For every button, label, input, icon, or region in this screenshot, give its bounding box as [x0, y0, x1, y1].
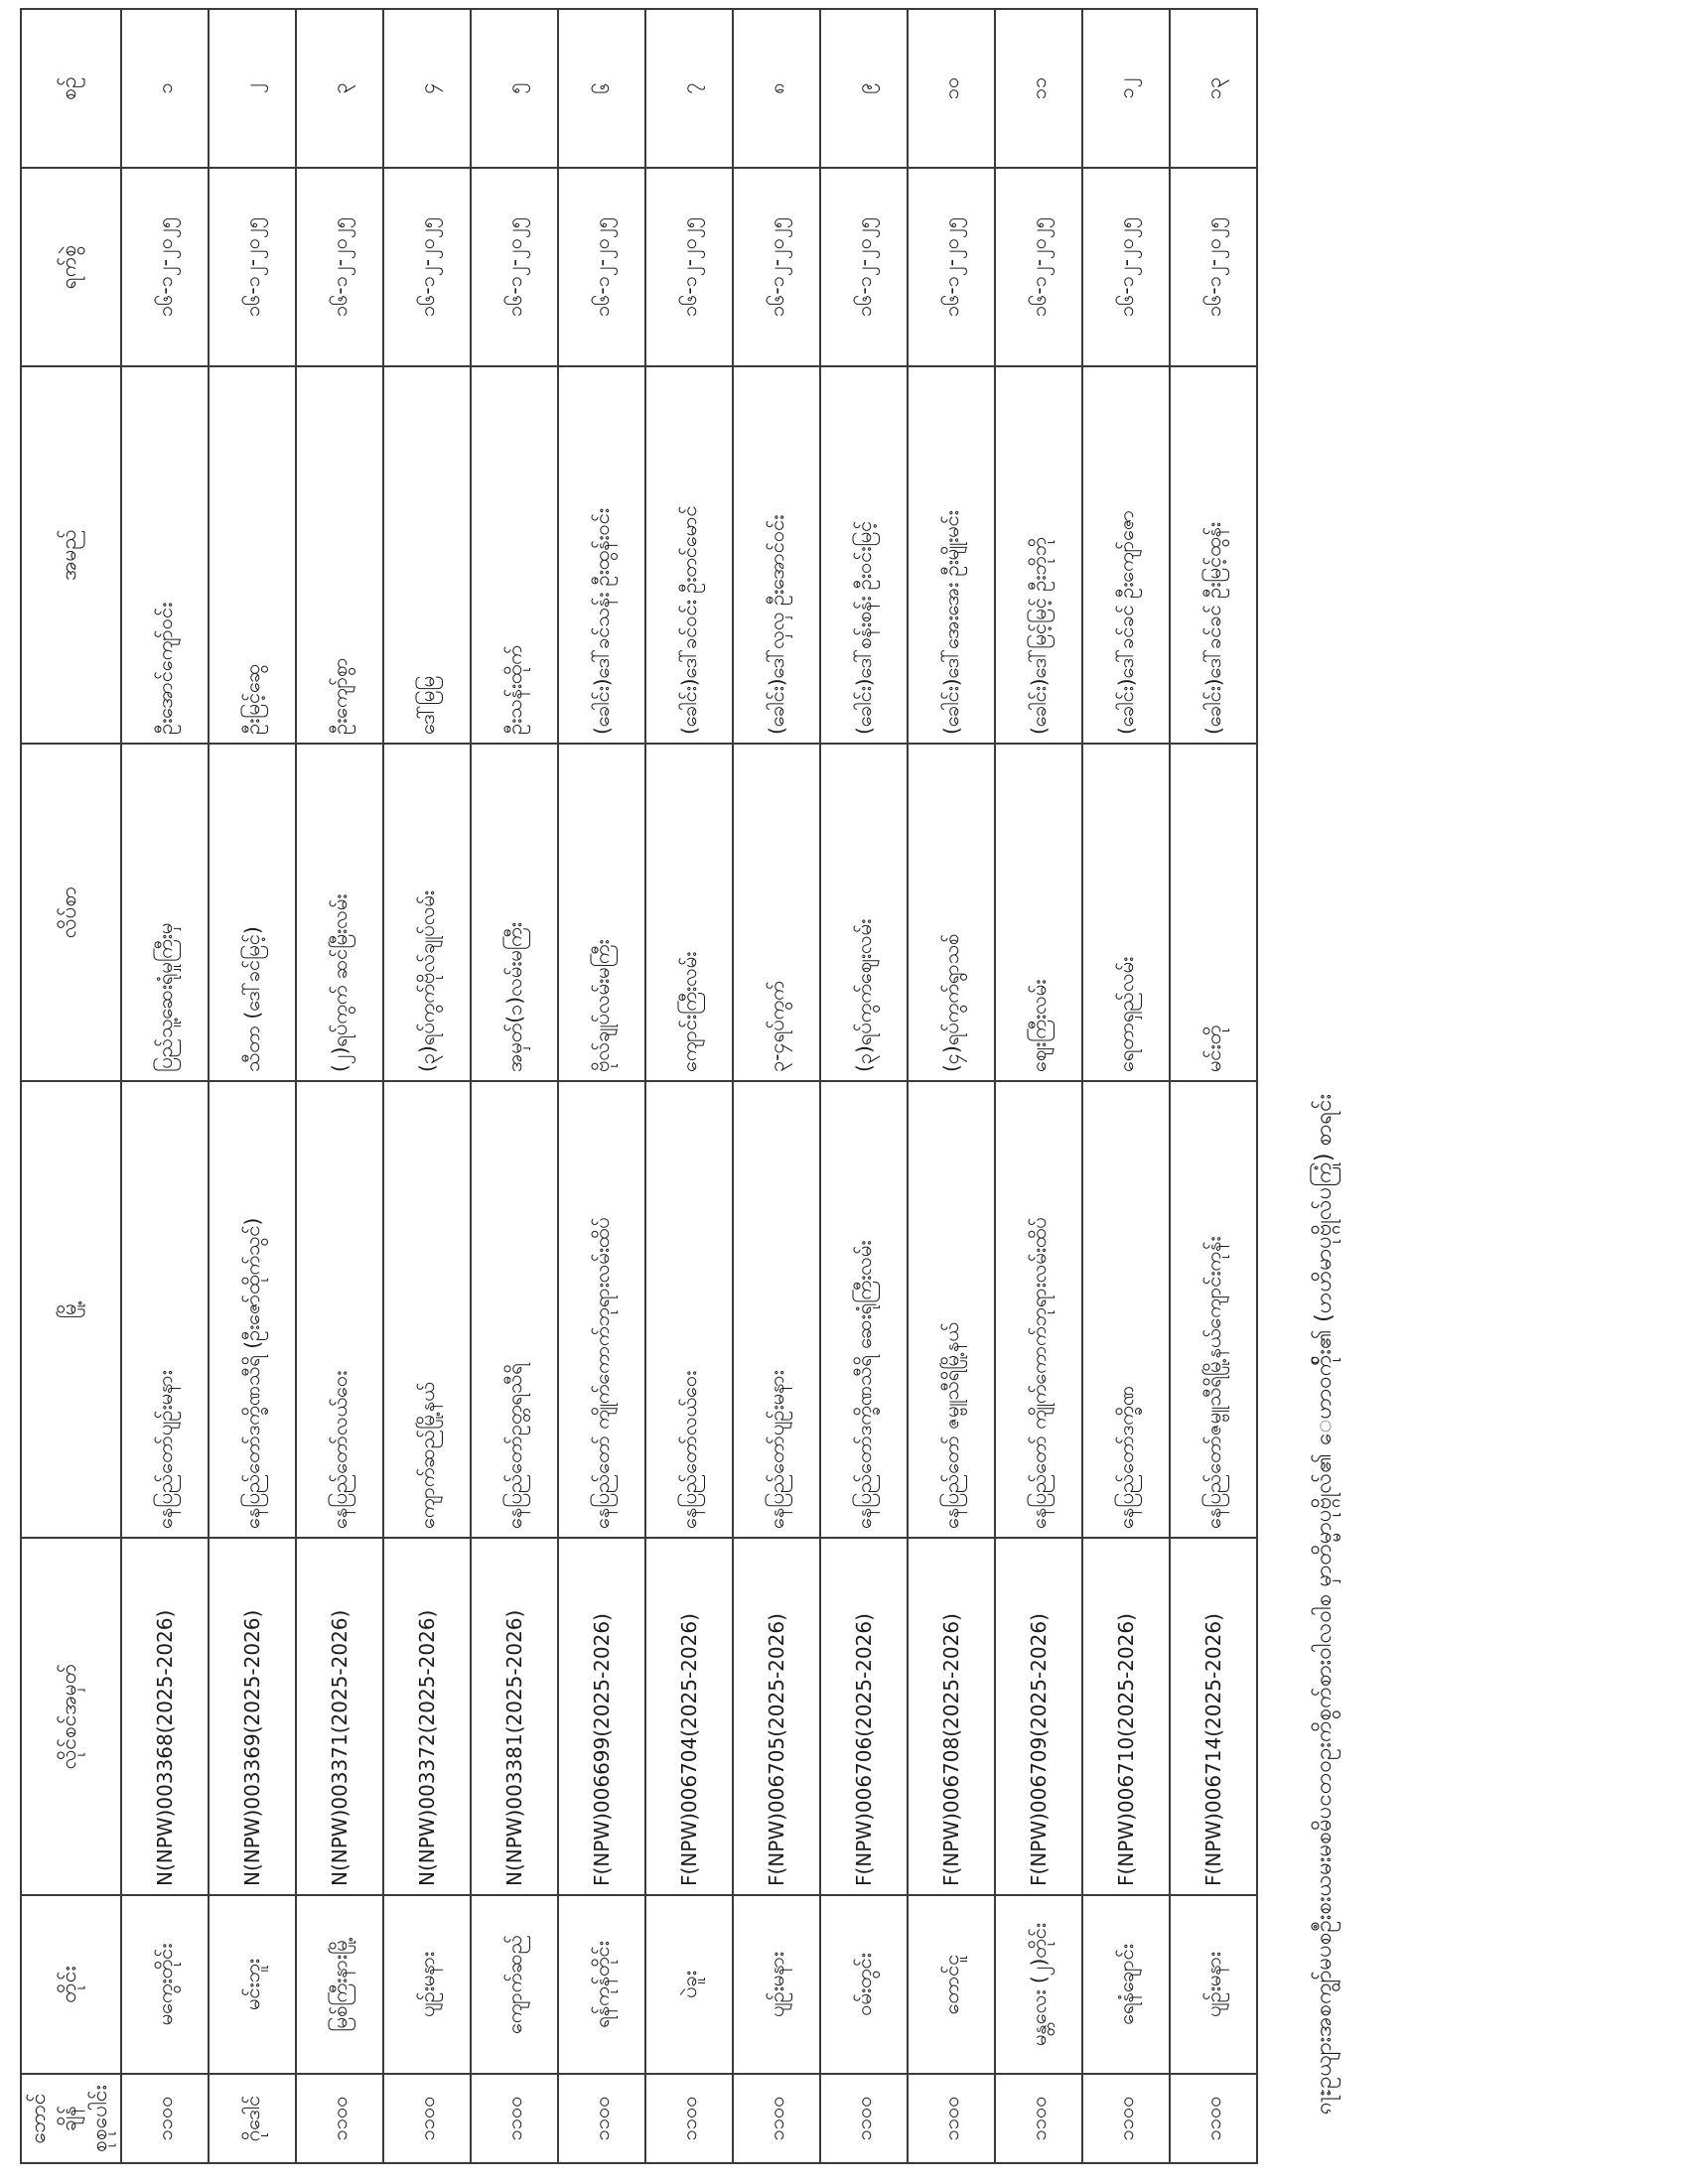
cell-license: F(NPW)006705(2025-2026): [733, 1538, 820, 1895]
cell-region: ရန်ကုန်တိုင်း: [558, 1895, 645, 2074]
cell-region: ပျဉ်းမနား: [733, 1895, 820, 2074]
cell-no: ၁၀: [908, 9, 995, 168]
cell-township: နေပြည်တော်လယ်ဝေး: [645, 1081, 733, 1538]
cell-no: ၅: [471, 9, 558, 168]
cell-address: (၃)ရပ်ကွက်ဈေးလမ်း: [820, 744, 908, 1081]
cell-owner: (ခေါင်း)ဒေါ်ခင်ဝင်း ဦးတင်မောင်: [645, 366, 733, 744]
table-row: [383, 9, 471, 2163]
table-row: [558, 9, 645, 2163]
cell-address: မင်းတို: [1170, 744, 1257, 1081]
table-row: [1170, 9, 1257, 2163]
cell-no: ၉: [820, 9, 908, 168]
cell-township: နေပြည်တော်ဒက္ခိဏသီရိ ဆေးရုံကြီးလမ်း: [820, 1081, 908, 1538]
cell-township: နေပြည်တော် ဇမ္ဗူသီရိမြို့နယ်: [908, 1081, 995, 1538]
cell-count: ၁၁၀၀: [471, 2074, 558, 2163]
header-no: စဉ်: [21, 9, 121, 168]
cell-owner: ဦးမြင့်ဆွေ: [209, 366, 296, 744]
cell-region: ပဲခူး: [645, 1895, 733, 2074]
document-title: ၵႃႊဥယျားအစကျွာ်မပစဥဳးစးယမးမစမိပငတဝဥးကိစွက်စားဝါလဝါစ မှာတိမ္မာပုဗ္ဂိုလ်၏ ေဟာဝက်ိုး၏ (ဟဟိမာပုဗ္ဂိုလ်ပကြုံ) စာရင်း: [1312, 1093, 1336, 2115]
cell-owner: ဦးအောင်ကျော်ဝင်း: [121, 366, 209, 744]
cell-owner: ဦးကျော်စွာ: [296, 366, 383, 744]
cell-township: နေပြည်တော် ကျိုက်ကောက်ဘုရားလမ်းထိပ်: [995, 1081, 1082, 1538]
cell-count: ဂိုဒေါင်: [209, 2074, 296, 2163]
cell-no: ၃: [296, 9, 383, 168]
cell-township: နေပြည်တော်ဥတ္တရသီရိ: [471, 1081, 558, 1538]
cell-township: နေပြည်တော်ပျဉ်းမနား: [733, 1081, 820, 1538]
cell-no: ၁၃: [1170, 9, 1257, 168]
cell-township: နေပြည်တော် ကျိုက်ကောက်ဘုရားလမ်းထိပ်: [558, 1081, 645, 1538]
header-owner: အမည်: [21, 366, 121, 744]
cell-no: ၆: [558, 9, 645, 168]
cell-license: N(NPW)003368(2025-2026): [121, 1538, 209, 1895]
cell-address: သီတာ (ဒေါ်ခင်မြင့်): [209, 744, 296, 1081]
cell-region: မန္တလေး (၂)တိုင်း: [995, 1895, 1082, 2074]
cell-no: ၇: [645, 9, 733, 168]
cell-count: ၁၁၀၀: [645, 2074, 733, 2163]
cell-date: ၁၆-၁၂-၂၀၂၅: [296, 168, 383, 366]
table-row: [820, 9, 908, 2163]
cell-date: ၁၆-၁၂-၂၀၂၅: [1082, 168, 1170, 366]
cell-owner: (ခေါင်း)ဒေါ်လှလှ ဦးအောင်ဝင်း: [733, 366, 820, 744]
cell-date: ၁၆-၁၂-၂၀၂၅: [471, 168, 558, 366]
cell-region: ကျောက်ဆည်: [471, 1895, 558, 2074]
cell-count: ၁၁၀၀: [995, 2074, 1082, 2163]
cell-license: F(NPW)006704(2025-2026): [645, 1538, 733, 1895]
table-row: [908, 9, 995, 2163]
cell-address: (၃)ရပ်ကွက်ဗိုလ်ချုပ်လမ်း: [383, 744, 471, 1081]
cell-region: ပျဉ်းမနား: [1170, 1895, 1257, 2074]
cell-region: ပျဉ်းမနား: [383, 1895, 471, 2074]
cell-date: ၁၆-၁၂-၂၀၂၅: [908, 168, 995, 366]
header-count: ဘောင်ချိန် စုစုပေါင်း: [21, 2074, 121, 2163]
cell-address: အမှတ်(၁)လမ်းမကြီး: [471, 744, 558, 1081]
header-township: မြို့: [21, 1081, 121, 1538]
cell-address: ရေတာရှည်လမ်း: [1082, 744, 1170, 1081]
cell-no: ၈: [733, 9, 820, 168]
cell-region: မကွေးတိုင်း: [121, 1895, 209, 2074]
cell-owner: (ခေါင်း)ဒေါ်စန်းစန်း ဦးဝင်းမြင့်: [820, 366, 908, 744]
cell-region: မြစ်ကြီးနားမြို့: [296, 1895, 383, 2074]
cell-no: ၄: [383, 9, 471, 168]
cell-date: ၁၆-၁၂-၂၀၂၅: [1170, 168, 1257, 366]
cell-township: နေပြည်တော်ဒက္ခိဏ: [1082, 1081, 1170, 1538]
table-row: [995, 9, 1082, 2163]
cell-region: တောင်ငူ: [908, 1895, 995, 2074]
cell-address: ဈေးကြီးလမ်း: [995, 744, 1082, 1081]
cell-township: ကျောက်ဆည်မြို့နယ်: [383, 1081, 471, 1538]
cell-count: ၁၁၀၀: [558, 2074, 645, 2163]
cell-license: F(NPW)006714(2025-2026): [1170, 1538, 1257, 1895]
table-row: [733, 9, 820, 2163]
cell-no: ၁၂: [1082, 9, 1170, 168]
cell-no: ၂: [209, 9, 296, 168]
cell-date: ၁၆-၁၂-၂၀၂၅: [121, 168, 209, 366]
cell-count: ၁၁၀၀: [383, 2074, 471, 2163]
cell-owner: ဦးသန်းထိုက်: [471, 366, 558, 744]
table-row: [209, 9, 296, 2163]
cell-owner: (ခေါင်း)ဒေါ်မြင့်မြင့် ဦးဘိုဘို: [995, 366, 1082, 744]
cell-no: ၁၁: [995, 9, 1082, 168]
cell-owner: (ခေါင်း)ဒေါ်ခင်ခင် ဦးမြင့်ထွန်း: [1170, 366, 1257, 744]
cell-address: (၄)ရပ်ကွက်ရွာသစ်: [908, 744, 995, 1081]
license-table: [20, 8, 1258, 2164]
cell-license: N(NPW)003371(2025-2026): [296, 1538, 383, 1895]
cell-region: ဝမ်းတွင်း: [820, 1895, 908, 2074]
cell-license: F(NPW)006709(2025-2026): [995, 1538, 1082, 1895]
cell-no: ၁: [121, 9, 209, 168]
header-address: လိပ်စာ: [21, 744, 121, 1081]
cell-count: ၁၁၀၀: [296, 2074, 383, 2163]
cell-date: ၁၆-၁၂-၂၀၂၅: [558, 168, 645, 366]
cell-count: ၁၁၀၀: [1170, 2074, 1257, 2163]
cell-count: ၁၁၀၀: [908, 2074, 995, 2163]
cell-date: ၁၆-၁၂-၂၀၂၅: [820, 168, 908, 366]
cell-license: N(NPW)003372(2025-2026): [383, 1538, 471, 1895]
cell-owner: (ခေါင်း)ဒေါ်ခင်သန်း ဦးထွန်းဝင်း: [558, 366, 645, 744]
table-row: [471, 9, 558, 2163]
cell-count: ၁၁၀၀: [733, 2074, 820, 2163]
cell-address: (၂)ရပ်ကွက် ဆင်မြီးလမ်း: [296, 744, 383, 1081]
header-date: ရက်စွဲ: [21, 168, 121, 366]
cell-license: N(NPW)003381(2025-2026): [471, 1538, 558, 1895]
cell-date: ၁၆-၁၂-၂၀၂၅: [209, 168, 296, 366]
table-row: [121, 9, 209, 2163]
header-license: လိုင်စင်အမှတ်: [21, 1538, 121, 1895]
cell-owner: (ခေါင်း)ဒေါ်အေးအေး ဦးမျိုးမင်း: [908, 366, 995, 744]
cell-region: ရေနံချောင်း: [1082, 1895, 1170, 2074]
cell-owner: ဒေါ်မြမြ: [383, 366, 471, 744]
table-row: [645, 9, 733, 2163]
cell-address: ၃-၄ရပ်ကွက်: [733, 744, 820, 1081]
cell-license: F(NPW)006706(2025-2026): [820, 1538, 908, 1895]
header-region: တိုင်း: [21, 1895, 121, 2074]
cell-date: ၁၆-၁၂-၂၀၂၅: [383, 168, 471, 366]
cell-address: ပြည်သူ့ဆေးရုံမှုကြီးမှ: [121, 744, 209, 1081]
cell-address: ကျောင်းကြီးလမ်း: [645, 744, 733, 1081]
cell-township: နေပြည်တော်ဒက္ခိဏသီရိ (ဦးဇော်ထိုက်သွင်): [209, 1081, 296, 1538]
cell-date: ၁၆-၁၂-၂၀၂၅: [645, 168, 733, 366]
cell-date: ၁၆-၁၂-၂၀၂၅: [733, 168, 820, 366]
cell-license: F(NPW)006708(2025-2026): [908, 1538, 995, 1895]
cell-count: ၁၁၀၀: [121, 2074, 209, 2163]
cell-count: ၁၁၀၀: [1082, 2074, 1170, 2163]
cell-license: N(NPW)003369(2025-2026): [209, 1538, 296, 1895]
cell-license: F(NPW)006710(2025-2026): [1082, 1538, 1170, 1895]
table-header-row: [21, 9, 121, 2163]
cell-township: နေပြည်တော်ပျဉ်းမနား: [121, 1081, 209, 1538]
cell-date: ၁၆-၁၂-၂၀၂၅: [995, 168, 1082, 366]
cell-township: နေပြည်တော်ဇမ္ဗူသီရိမြို့နယ်ကျောင်းကုန်း: [1170, 1081, 1257, 1538]
table-row: [296, 9, 383, 2163]
cell-owner: (ခေါင်း)ဒေါ်ခင်ခင် ဦးကျော်ဇော: [1082, 366, 1170, 744]
cell-count: ၁၁၀၀: [820, 2074, 908, 2163]
cell-region: မင်းဘူး: [209, 1895, 296, 2074]
cell-license: F(NPW)006699(2025-2026): [558, 1538, 645, 1895]
cell-address: ဗိုလ်ချုပ်လမ်းမကြီး: [558, 744, 645, 1081]
table-row: [1082, 9, 1170, 2163]
cell-township: နေပြည်တော်လယ်ဝေး: [296, 1081, 383, 1538]
